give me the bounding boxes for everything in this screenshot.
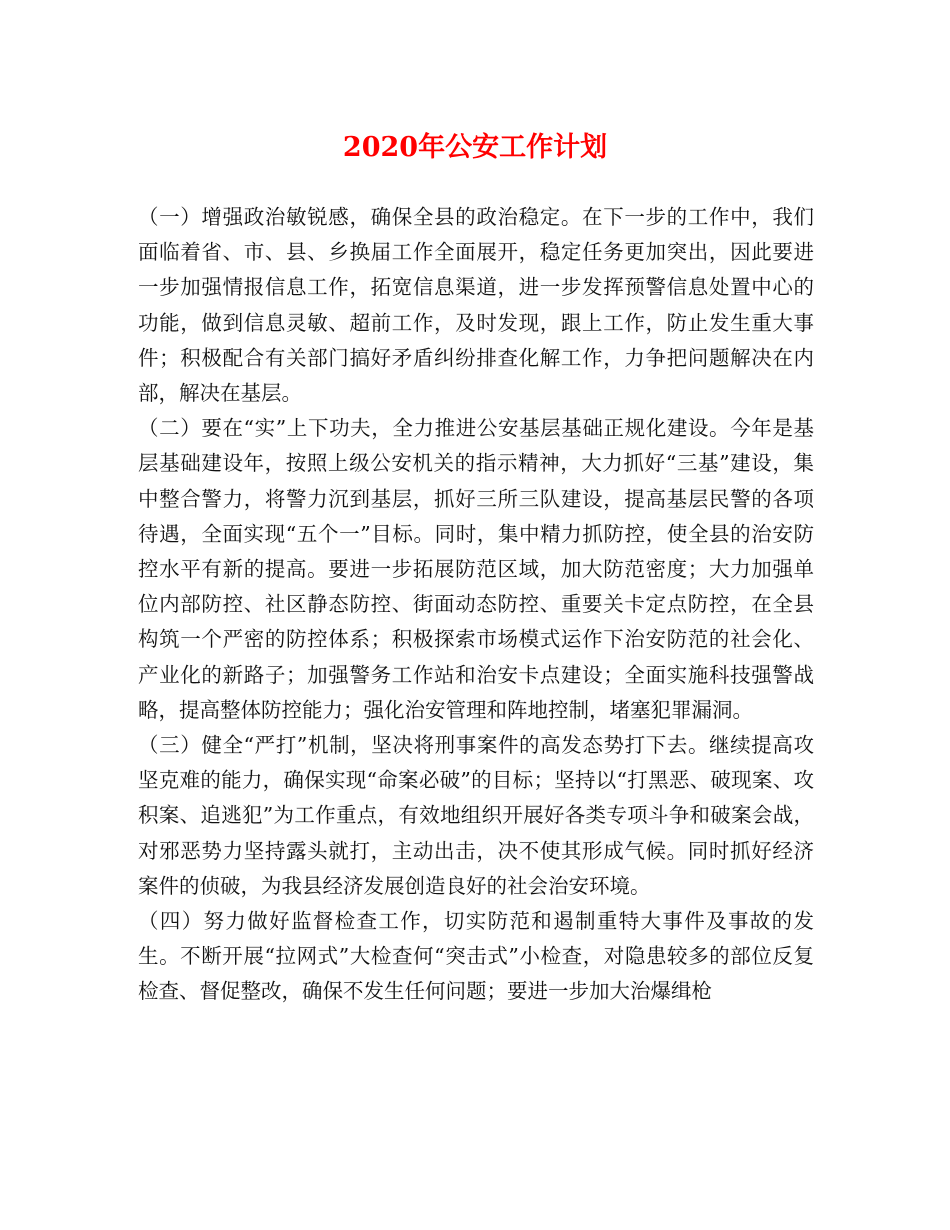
document-title: 2020年公安工作计划 [342,132,608,163]
document-body [138,200,814,1010]
paragraph-2: （二）要在“实”上下功夫，全力推进公安基层基础正规化建设。今年是基层基础建设年，按照上级公安机关的指示精神，大力抓好“三基”建设，集中整合警力，将警力沉到基层，抓好三所三队建设，提高基层民警的各项待遇，全面实现“五个一”目标。同时，集中精力抓防控，使全县的治安防控水平有新的提高。要进一步拓展防范区域，加大防范密度；大力加强单位内部防控、社区静态防控、街面动态防控、重要关卡定点防控，在全县构筑一个严密的防控体系；积极探索市场模式运作下治安防范的社会化、产业化的新路子；加强警务工作站和治安卡点建设；全面实施科技强警战略，提高整体防控能力；强化治安管理和阵地控制，堵塞犯罪漏洞。 [138,416,814,722]
paragraph-4: （四）努力做好监督检查工作，切实防范和遏制重特大事件及事故的发生。不断开展“拉网式”大检查何“突击式”小检查，对隐患较多的部位反复检查、督促整改，确保不发生任何问题；要进一步加大治爆缉枪 [138,909,814,1004]
paragraph-1: （一）增强政治敏锐感，确保全县的政治稳定。在下一步的工作中，我们面临着省、市、县、乡换届工作全面展开，稳定任务更加突出，因此要进一步加强情报信息工作，拓宽信息渠道，进一步发挥预警信息处置中心的功能，做到信息灵敏、超前工作，及时发现，跟上工作，防止发生重大事件；积极配合有关部门搞好矛盾纠纷排查化解工作，力争把问题解决在内部，解决在基层。 [138,205,814,406]
paragraph-3: （三）健全“严打”机制，坚决将刑事案件的高发态势打下去。继续提高攻坚克难的能力，确保实现“命案必破”的目标；坚持以“打黑恶、破现案、攻积案、追逃犯”为工作重点，有效地组织开展好各类专项斗争和破案会战，对邪恶势力坚持露头就打，主动出击，决不使其形成气候。同时抓好经济案件的侦破，为我县经济发展创造良好的社会治安环境。 [138,733,814,898]
